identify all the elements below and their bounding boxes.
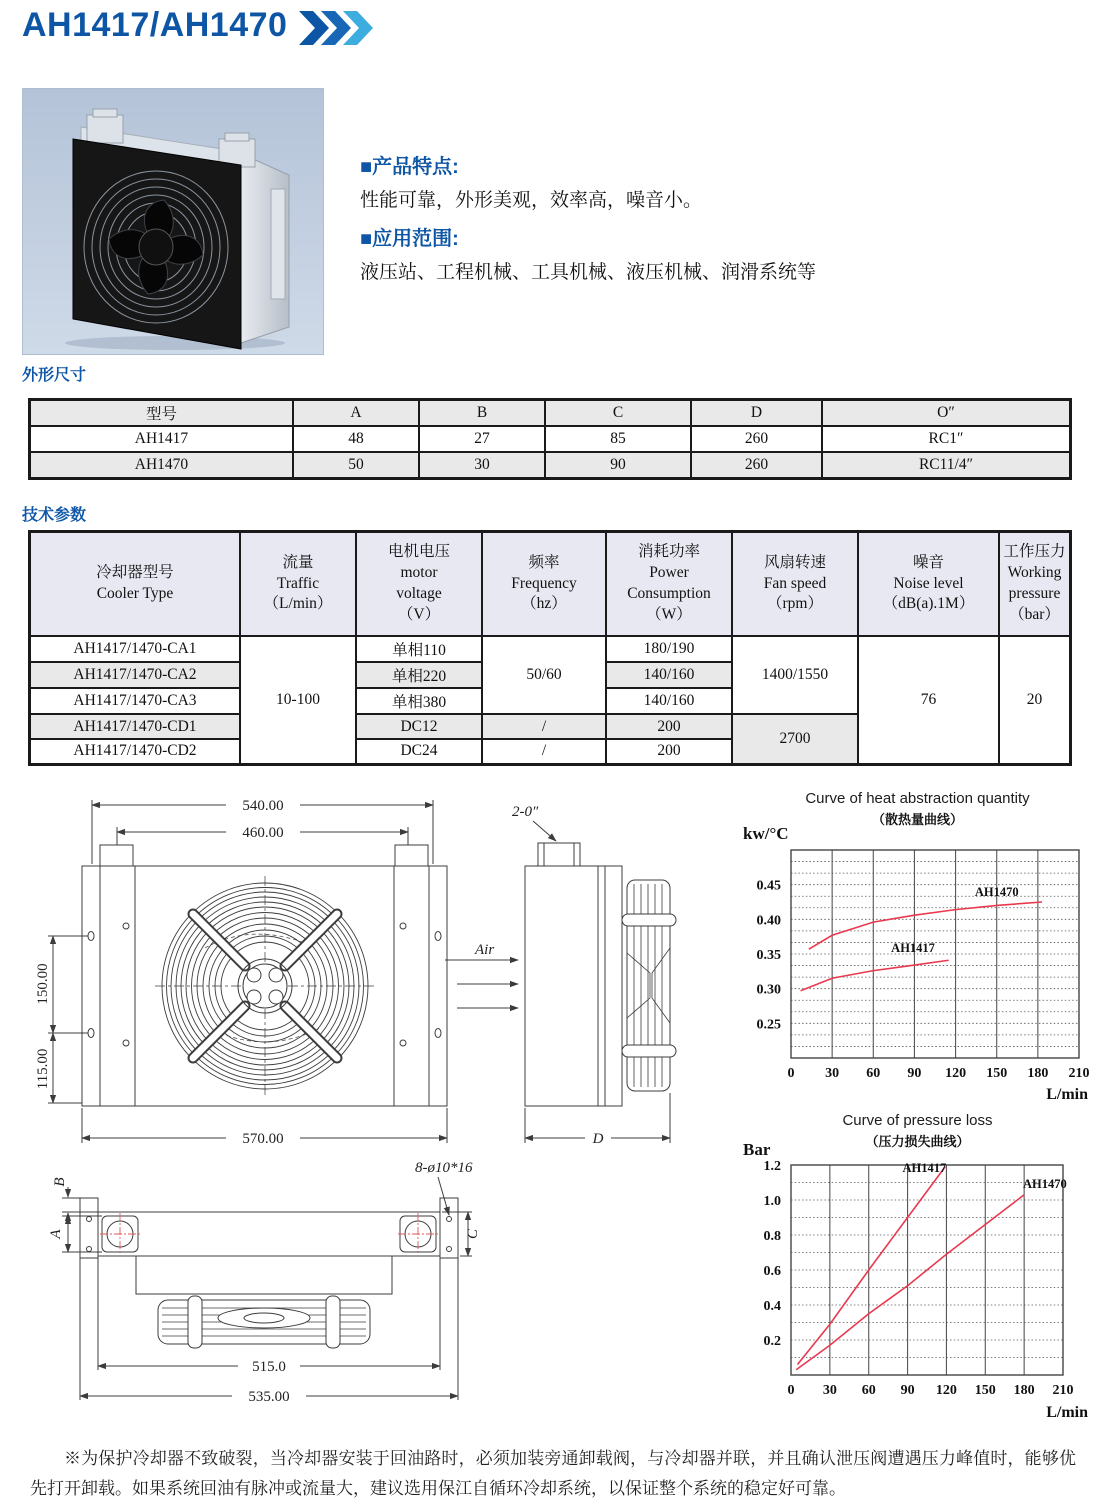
header-cell: D bbox=[691, 400, 822, 427]
cell: RC1″ bbox=[822, 426, 1071, 452]
y-tick-label: 0.6 bbox=[763, 1264, 781, 1279]
tech-params-table bbox=[28, 530, 1072, 766]
series-line-AH1417 bbox=[797, 1167, 945, 1365]
header-line: Traffic bbox=[276, 574, 320, 592]
header-line: （V） bbox=[397, 605, 441, 623]
header-line: 消耗功率 bbox=[637, 543, 700, 561]
header-cell: A bbox=[293, 400, 419, 427]
dimension-label: D bbox=[592, 1131, 604, 1147]
y-tick-label: 0.35 bbox=[756, 948, 781, 963]
cell-fan-speed: 1400/1550 bbox=[732, 636, 858, 714]
chart-title: Curve of heat abstraction quantity bbox=[805, 790, 1030, 807]
header-line: （dB(a).1M） bbox=[882, 595, 975, 613]
table-header-row bbox=[30, 532, 1071, 637]
header bbox=[22, 6, 387, 45]
cell-power: 200 bbox=[606, 714, 732, 739]
table-row bbox=[30, 426, 1071, 452]
header-line: Cooler Type bbox=[96, 585, 174, 602]
cell-power: 180/190 bbox=[606, 636, 732, 662]
header-cell bbox=[858, 532, 999, 637]
x-tick-label: 90 bbox=[907, 1066, 922, 1081]
port-size-label: 2-0″ bbox=[512, 804, 539, 820]
technical-drawing bbox=[20, 788, 740, 1438]
cell-frequency: / bbox=[482, 714, 606, 739]
cell-voltage: DC12 bbox=[356, 714, 482, 739]
header-cell bbox=[606, 532, 732, 637]
side-view-drawing bbox=[445, 804, 676, 1147]
dimension-label: A bbox=[48, 1229, 64, 1239]
cell: 260 bbox=[691, 426, 822, 452]
cell-power: 140/160 bbox=[606, 662, 732, 688]
header-line: Power bbox=[649, 564, 689, 582]
header-line: 噪音 bbox=[912, 553, 944, 571]
x-tick-label: 210 bbox=[1068, 1066, 1090, 1081]
dimension-label: C bbox=[465, 1228, 481, 1240]
header-line: （W） bbox=[646, 605, 692, 623]
air-flow-label: Air bbox=[475, 942, 495, 958]
table-row bbox=[30, 452, 1071, 478]
chart-plot bbox=[735, 1155, 1100, 1403]
cell: 50 bbox=[293, 452, 419, 478]
header-line: 流量 bbox=[282, 553, 314, 571]
cell-fan-speed: 2700 bbox=[732, 714, 858, 764]
application-text: 液压站、工程机械、工具机械、液压机械、润滑系统等 bbox=[360, 262, 817, 283]
cell-noise: 76 bbox=[858, 636, 999, 764]
section-label-dimensions: 外形尺寸 bbox=[22, 367, 87, 384]
x-tick-label: 150 bbox=[986, 1066, 1008, 1081]
x-axis-label: L/min bbox=[1046, 1086, 1088, 1103]
cell-traffic: 10-100 bbox=[240, 636, 356, 764]
y-tick-label: 0.4 bbox=[763, 1299, 781, 1314]
cell-model: AH1417/1470-CA1 bbox=[30, 636, 241, 662]
cell: 30 bbox=[419, 452, 545, 478]
dimension-label: 460.00 bbox=[242, 825, 284, 841]
x-tick-label: 90 bbox=[900, 1383, 915, 1398]
series-label-AH1417: AH1417 bbox=[902, 1161, 947, 1175]
table-header-row bbox=[30, 400, 1071, 427]
header-line: Noise level bbox=[893, 574, 964, 592]
cell: 85 bbox=[545, 426, 691, 452]
x-tick-label: 120 bbox=[945, 1066, 967, 1081]
header-cell: C bbox=[545, 400, 691, 427]
page-title: AH1417/AH1470 bbox=[22, 6, 288, 44]
dimension-label: 150.00 bbox=[35, 963, 51, 1005]
header-cell bbox=[732, 532, 858, 637]
header-cell bbox=[356, 532, 482, 637]
feature-heading: ■产品特点: bbox=[360, 156, 459, 178]
cell-voltage: DC24 bbox=[356, 739, 482, 764]
x-tick-label: 180 bbox=[1013, 1383, 1035, 1398]
header-cell bbox=[240, 532, 356, 637]
cell-power: 200 bbox=[606, 739, 732, 764]
header-line: Consumption bbox=[627, 585, 711, 602]
header-line: （hz） bbox=[521, 595, 567, 613]
y-tick-label: 0.25 bbox=[756, 1017, 781, 1033]
cell-power: 140/160 bbox=[606, 688, 732, 714]
header-cell: O″ bbox=[822, 400, 1071, 427]
cell-model: AH1417/1470-CA2 bbox=[30, 662, 241, 688]
cell-model: AH1417/1470-CD2 bbox=[30, 739, 241, 764]
cell: 27 bbox=[419, 426, 545, 452]
x-axis-label: L/min bbox=[1046, 1404, 1088, 1421]
header-line: pressure bbox=[1008, 585, 1061, 602]
x-tick-label: 150 bbox=[974, 1383, 996, 1398]
dimension-label: 570.00 bbox=[242, 1131, 284, 1147]
feature-text: 性能可靠，外形美观，效率高，噪音小。 bbox=[360, 190, 703, 211]
cell-voltage: 单相220 bbox=[356, 662, 482, 688]
cell: 260 bbox=[691, 452, 822, 478]
cell-voltage: 单相110 bbox=[356, 636, 482, 662]
mounting-holes-label: 8-ø10*16 bbox=[415, 1160, 473, 1176]
series-line-AH1417 bbox=[801, 960, 949, 991]
header-line: Frequency bbox=[511, 574, 577, 592]
cell: AH1470 bbox=[30, 452, 294, 478]
header-line: （bar） bbox=[1009, 605, 1060, 623]
cell: 48 bbox=[293, 426, 419, 452]
table-row bbox=[30, 636, 1071, 662]
y-tick-label: 0.45 bbox=[756, 878, 781, 894]
dimensions-table bbox=[28, 398, 1072, 480]
header-line: motor bbox=[400, 564, 438, 582]
x-tick-label: 60 bbox=[866, 1066, 881, 1081]
x-tick-label: 0 bbox=[787, 1383, 795, 1398]
header-line: 风扇转速 bbox=[763, 553, 826, 571]
top-view-drawing bbox=[48, 1160, 481, 1405]
header-cell bbox=[999, 532, 1071, 637]
chart-plot bbox=[735, 834, 1100, 1086]
cell: AH1417 bbox=[30, 426, 294, 452]
front-view-drawing bbox=[35, 796, 447, 1147]
header-cell: B bbox=[419, 400, 545, 427]
header-line: 冷却器型号 bbox=[96, 564, 174, 582]
y-tick-label: 0.30 bbox=[756, 982, 781, 998]
feature-section bbox=[360, 142, 1080, 294]
heat-abstraction-chart bbox=[735, 790, 1100, 1110]
x-tick-label: 210 bbox=[1052, 1383, 1074, 1398]
cell-pressure: 20 bbox=[999, 636, 1071, 764]
header-line: 频率 bbox=[528, 553, 560, 571]
y-axis-label: Bar bbox=[743, 1140, 771, 1159]
header-line: Fan speed bbox=[763, 574, 827, 592]
series-label-AH1470: AH1470 bbox=[1022, 1176, 1067, 1191]
pressure-loss-chart bbox=[735, 1112, 1100, 1432]
chart-title: Curve of pressure loss bbox=[842, 1112, 993, 1129]
header-line: （rpm） bbox=[767, 595, 823, 613]
dimension-label: 540.00 bbox=[242, 798, 284, 814]
chart-subtitle: （散热量曲线） bbox=[871, 812, 963, 827]
cell: RC11/4″ bbox=[822, 452, 1071, 478]
y-tick-label: 0.8 bbox=[763, 1229, 781, 1244]
x-tick-label: 30 bbox=[822, 1383, 837, 1398]
y-tick-label: 0.2 bbox=[763, 1334, 781, 1349]
dimension-label: 515.0 bbox=[252, 1359, 286, 1375]
header-cell bbox=[30, 532, 241, 637]
cell-model: AH1417/1470-CA3 bbox=[30, 688, 241, 714]
cell: 90 bbox=[545, 452, 691, 478]
y-tick-label: 0.40 bbox=[756, 913, 781, 929]
chevron-icon bbox=[299, 11, 329, 45]
header-cell bbox=[482, 532, 606, 637]
header-line: （L/min） bbox=[263, 595, 333, 613]
chevron-arrows-icon bbox=[299, 11, 387, 45]
x-tick-label: 120 bbox=[935, 1383, 957, 1398]
cell-voltage: 单相380 bbox=[356, 688, 482, 714]
header-line: 电机电压 bbox=[387, 543, 450, 561]
header-line: voltage bbox=[396, 585, 442, 602]
header-line: 工作压力 bbox=[1003, 543, 1066, 561]
section-label-parameters: 技术参数 bbox=[22, 507, 87, 524]
cell-frequency: / bbox=[482, 739, 606, 764]
footnote: ※为保护冷却器不致破裂，当冷却器安装于回油路时，必须加装旁通卸载阀，与冷却器并联，并且确认泄压阀遭遇压力峰值时，能够优先打开卸载。如果系统回油有脉冲或流量大，建议选用保江自循环冷却系统，以保证整个系统的稳定好可靠。 bbox=[30, 1449, 1076, 1498]
header-line: Working bbox=[1007, 564, 1062, 582]
x-tick-label: 60 bbox=[861, 1383, 876, 1398]
dimension-label: B bbox=[52, 1177, 68, 1187]
x-tick-label: 30 bbox=[825, 1066, 840, 1081]
dimension-label: 535.00 bbox=[248, 1389, 290, 1405]
y-axis-label: kw/°C bbox=[743, 824, 789, 843]
product-image bbox=[22, 88, 324, 355]
dimension-label: 115.00 bbox=[35, 1048, 51, 1090]
chart-subtitle: （压力损失曲线） bbox=[865, 1134, 970, 1149]
series-label-AH1417: AH1417 bbox=[891, 940, 935, 955]
x-tick-label: 0 bbox=[787, 1066, 795, 1081]
cell-frequency: 50/60 bbox=[482, 636, 606, 714]
header-cell: 型号 bbox=[30, 400, 294, 427]
y-tick-label: 1.0 bbox=[763, 1194, 781, 1209]
port-centerlines bbox=[100, 1213, 440, 1255]
cell-model: AH1417/1470-CD1 bbox=[30, 714, 241, 739]
application-heading: ■应用范围: bbox=[360, 228, 459, 250]
y-tick-label: 1.2 bbox=[763, 1159, 781, 1174]
series-label-AH1470: AH1470 bbox=[974, 884, 1019, 899]
x-tick-label: 180 bbox=[1027, 1066, 1049, 1081]
